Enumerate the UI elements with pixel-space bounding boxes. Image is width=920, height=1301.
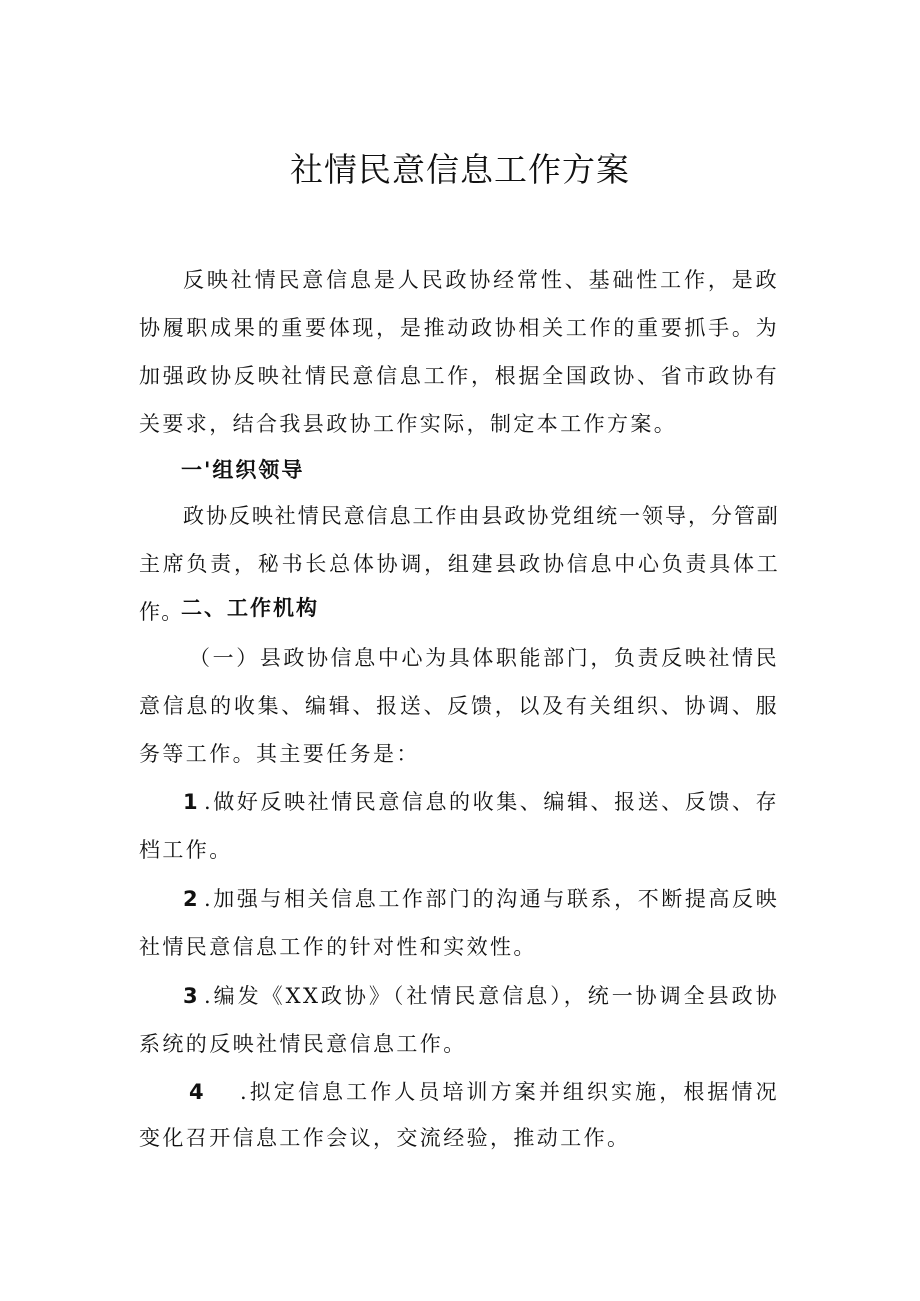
list-item-text: .编发《XX政协》（社情民意信息），统一协调全县政协系统的反映社情民意信息工作。 (139, 984, 779, 1056)
list-item-text: .做好反映社情民意信息的收集、编辑、报送、反馈、存档工作。 (139, 790, 779, 862)
list-item-2 (139, 875, 779, 971)
list-item-number: 1 (183, 790, 201, 814)
list-item-text: .拟定信息工作人员培训方案并组织实施，根据情况变化召开信息工作会议，交流经验，推动工作。 (139, 1080, 779, 1150)
list-item-4 (139, 1069, 779, 1161)
list-item-number: 2 (183, 887, 201, 911)
list-item-1 (139, 778, 779, 874)
document-title: 社情民意信息工作方案 (290, 150, 630, 189)
section-1-body: 政协反映社情民意信息工作由县政协党组统一领导，分管副主席负责，秘书长总体协调，组建县政协信息中心负责具体工作。 (139, 504, 779, 624)
intro-paragraph: 反映社情民意信息是人民政协经常性、基础性工作，是政协履职成果的重要体现，是推动政协相关工作的重要抓手。为加强政协反映社情民意信息工作，根据全国政协、省市政协有关要求，结合我县政协工作实际，制定本工作方案。 (139, 268, 779, 436)
list-item-number: 3 (183, 984, 201, 1008)
section-2-heading: 二、工作机构 (181, 596, 319, 620)
section-1-heading: 一'组织领导 (181, 458, 305, 482)
list-item-3 (139, 972, 779, 1068)
section-2-sub1: （一）县政协信息中心为具体职能部门，负责反映社情民意信息的收集、编辑、报送、反馈，以及有关组织、协调、服务等工作。其主要任务是： (139, 646, 779, 766)
list-item-text: .加强与相关信息工作部门的沟通与联系，不断提高反映社情民意信息工作的针对性和实效性。 (139, 887, 779, 959)
list-item-number: 4 (189, 1080, 207, 1104)
